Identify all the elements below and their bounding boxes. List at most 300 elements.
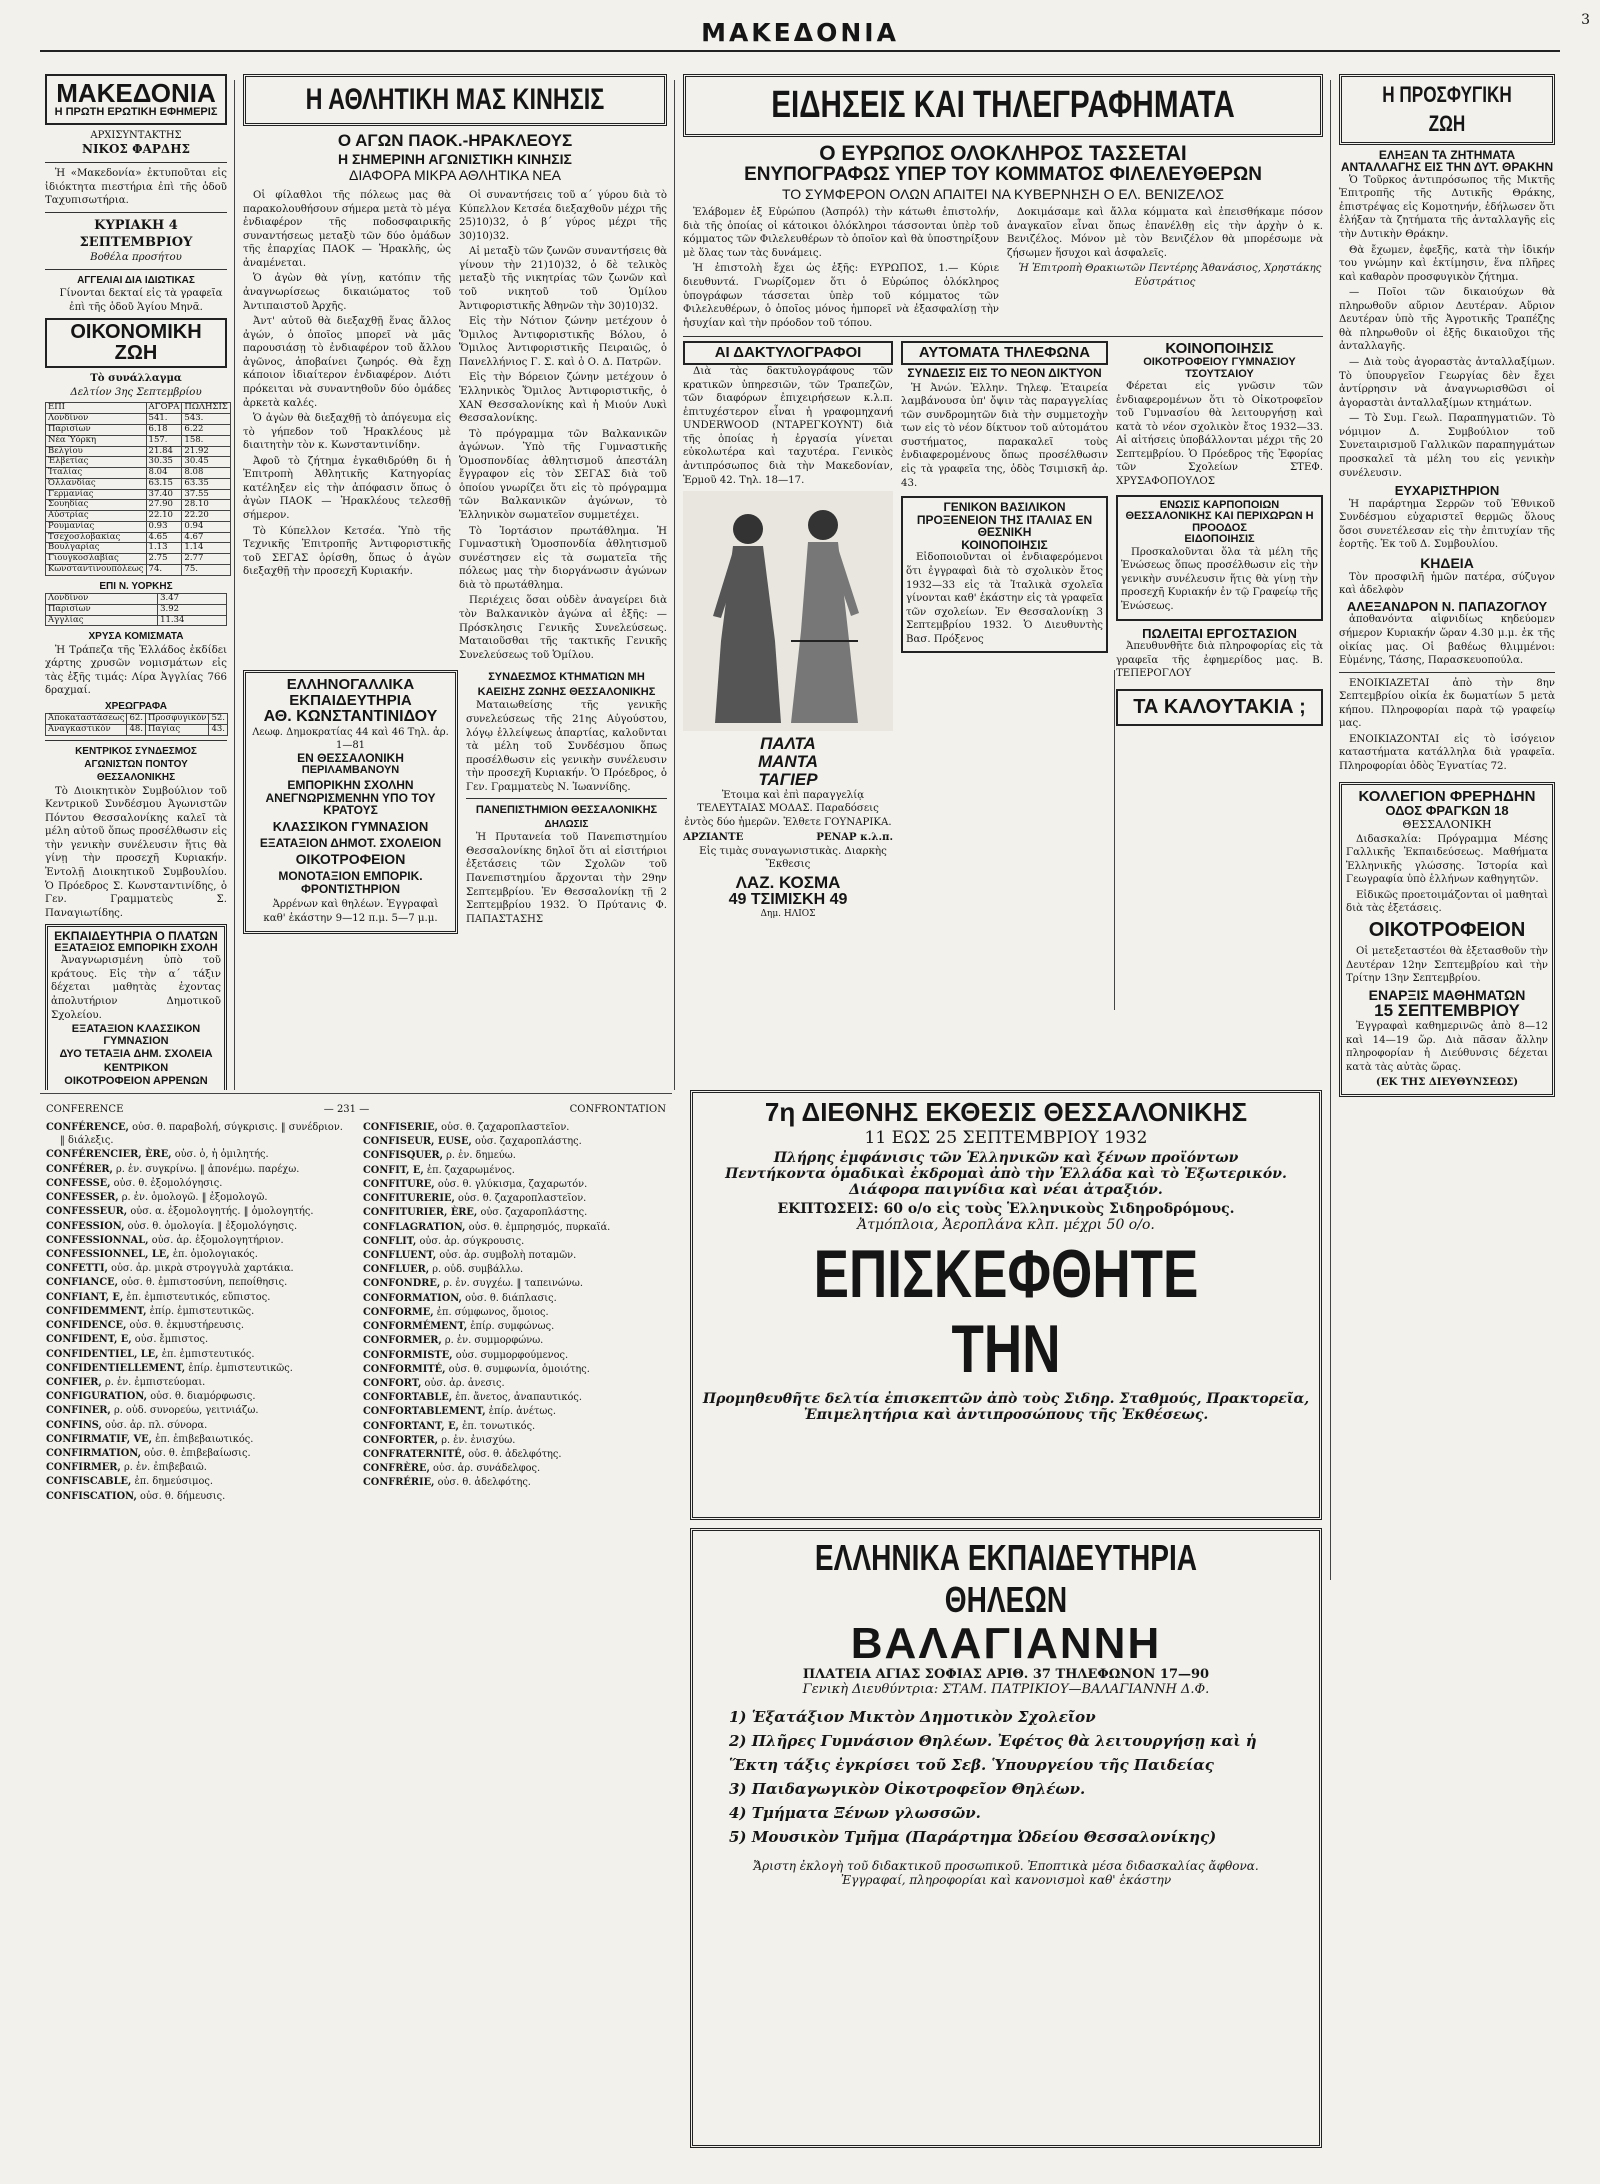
table-cell: Βουλγαρίας	[46, 543, 147, 554]
dictionary-headword: CONFIDENCE,	[46, 1320, 127, 1332]
dictionary-definition: οὐσ. θ. ζαχαροπλαστεῖον.	[441, 1122, 570, 1133]
girls-school-footer: Ἐγγραφαί, πληροφορίαι καὶ κανονισμοὶ καθ' ἑκάστην	[840, 1873, 1172, 1888]
table-cell: 37.55	[182, 489, 230, 500]
expo-title: 7η ΔΙΕΘΝΗΣ ΕΚΘΕΣΙΣ ΘΕΣΣΑΛΟΝΙΚΗΣ	[764, 1097, 1248, 1127]
dictionary-definition: ρ. ἐν. συμμορφώνω.	[444, 1335, 544, 1347]
dictionary-headword: CONFLUENT,	[363, 1249, 437, 1261]
dictionary-headword: CONFORMATION,	[363, 1292, 462, 1304]
refugee-title: Η ΠΡΟΣΦΥΓΙΚΗ ΖΩΗ	[1382, 82, 1512, 137]
dictionary-headword: CONFISERIE,	[363, 1122, 438, 1133]
ad-line: ΟΙΚΟΤΡΟΦΕΙΟΝ	[295, 851, 406, 868]
dictionary-definition: οὐσ. ἀρ. συνάδελφος.	[433, 1463, 541, 1475]
sports-title-box	[243, 74, 667, 126]
table-cell: 8.08	[182, 468, 230, 479]
table-cell: Ἰταλίας	[46, 468, 147, 479]
dictionary-definition: οὐσ. ἀρ. ἐξομολογητήριον.	[151, 1234, 284, 1246]
dictionary-definition: ρ. οὐδ. συνορεύω, γειτνιάζω.	[113, 1405, 259, 1417]
dictionary-headword: CONFORMÉMENT,	[363, 1321, 468, 1333]
typists-title: ΑΙ ΔΑΚΤΥΛΟΓΡΑΦΟΙ	[714, 344, 862, 362]
refugee-paragraph: — Ποῖοι τῶν δικαιούχων θὰ πληρωθοῦν αὔριον Δευτέραν. Αὔριον Δευτέραν ὑπὸ τῆς Ἀγροτικῆς Τραπέζης θὰ πληρωθοῦν οἱ ἑξῆς δικαιοῦχοι τῆς ἀνταλλαγῆς.	[1339, 287, 1555, 353]
table-cell: Κωνσταντινουπόλεως	[46, 564, 147, 575]
refugee-title-box	[1339, 74, 1555, 145]
dictionary-entry	[46, 1461, 349, 1474]
table-cell: Ἑλβετίας	[46, 457, 147, 468]
dictionary-headword: CONFESSION,	[46, 1220, 125, 1232]
dictionary-entry	[46, 1121, 349, 1147]
phones-text: Ἡ Ἀνών. Ἑλλην. Τηλεφ. Ἑταιρεία λαμβάνουσα ὑπ' ὄψιν τὰς παραγγελίας τῶν συνδρομητῶν διὰ τὴν συμμετοχὴν των εἰς τὸ νέον δίκτυον τοῦ αὐτομάτου συστήματος, παρακαλεῖ τοὺς ἐνδιαφερομένους ὅπως προσέλθωσιν εἰς τὰ γραφεῖα της, ὁδὸς Τσιμισκῆ ἀρ. 43.	[901, 382, 1108, 489]
dictionary-entry	[363, 1121, 666, 1134]
expo-dates: 11 ΕΩΣ 25 ΣΕΠΤΕΜΒΡΙΟΥ 1932	[864, 1128, 1148, 1149]
dictionary-headword: CONFISEUR, EUSE,	[363, 1136, 472, 1148]
university-title: ΠΑΝΕΠΙΣΤΗΜΙΟΝ ΘΕΣΣΑΛΟΝΙΚΗΣ	[475, 804, 658, 817]
dictionary-entry	[46, 1148, 349, 1161]
dictionary-entry	[363, 1462, 666, 1475]
dictionary-entry	[363, 1405, 666, 1418]
dictionary-definition: οὐσ. θ. ζαχαροπλαστεῖον.	[458, 1193, 587, 1205]
table-cell: 74.	[146, 564, 182, 575]
dictionary-entry	[363, 1377, 666, 1390]
news-headline-2: ΕΝΥΠΟΓΡΑΦΩΣ ΥΠΕΡ ΤΟΥ ΚΟΜΜΑΤΟΣ ΦΙΛΕΛΕΥΘΕΡΩΝ	[744, 163, 1262, 185]
dictionary-definition: ἐπ. ζαχαρωμένος.	[426, 1164, 515, 1176]
page-number: 3	[1581, 12, 1590, 28]
dictionary-definition: οὐσ. ἔμπιστος.	[134, 1334, 209, 1346]
dictionary-headword: CONFORTABLEMENT,	[363, 1406, 486, 1418]
refugee-paragraph: — Τὸ Συμ. Γεωλ. Παραπηγματιῶν. Τὸ νόμιμον Δ. Συμβούλιον τοῦ Συνεταιρισμοῦ Γαλλικῶν παραπηγμάτων προσκαλεῖ τὰ μέλη του εἰς γενικὴν συνέλευσιν.	[1339, 413, 1555, 479]
girls-school-footer: Ἄριστη ἐκλογὴ τοῦ διδακτικοῦ προσωπικοῦ. Ἐποπτικὰ μέσα διδασκαλίας ἄφθονα.	[753, 1859, 1259, 1874]
dictionary-definition: οὐσ. θ. ἐμπιστοσύνη, πεποίθησις.	[121, 1277, 288, 1289]
notice-sub: ΟΙΚΟΤΡΟΦΕΙΟΥ ΓΥΜΝΑΣΙΟΥ ΤΣΟΥΤΣΑΙΟΥ	[1143, 356, 1296, 380]
dictionary-headword: CONFISQUER,	[363, 1150, 443, 1162]
funeral-text: Τὸν προσφιλῆ ἡμῶν πατέρα, σύζυγον καὶ ἀδελφὸν	[1339, 571, 1555, 597]
refugee-headline: ΕΛΗΞΑΝ ΤΑ ΖΗΤΗΜΑΤΑ ΑΝΤΑΛΛΑΓΗΣ ΕΙΣ ΤΗΝ ΔΥΤ. ΘΡΑΚΗΝ	[1340, 147, 1554, 175]
college-title: ΚΟΛΛΕΓΙΟΝ ΦΡΕΡΗΔΗΝ	[1358, 787, 1536, 805]
dictionary-entry	[46, 1191, 349, 1204]
girls-school-ad	[690, 1528, 1322, 2148]
dictionary-entry	[363, 1221, 666, 1234]
table-cell: Βελγίου	[46, 446, 147, 457]
dictionary-entry	[363, 1149, 666, 1162]
school-line: ΚΕΝΤΡΙΚΟΝ	[103, 1061, 169, 1074]
table-row	[46, 604, 227, 615]
dictionary-headword: CONFIDENTIEL, LE,	[46, 1348, 159, 1360]
dictionary-entry	[46, 1433, 349, 1446]
dictionary-entry	[46, 1390, 349, 1403]
column-refugees	[1334, 70, 1560, 1570]
dictionary-entry	[363, 1306, 666, 1319]
dictionary-entry	[46, 1333, 349, 1346]
school-sub: ΕΞΑΤΑΞΙΟΣ ΕΜΠΟΡΙΚΗ ΣΧΟΛΗ	[54, 941, 218, 954]
dictionary-headword: CONFRATERNITÉ,	[363, 1449, 466, 1461]
dictionary-entry	[46, 1276, 349, 1289]
college-start: ΕΝΑΡΞΙΣ ΜΑΘΗΜΑΤΩΝ	[1368, 986, 1526, 1003]
dictionary-definition: οὐσ. θ. ἐμπρησμός, πυρκαϊά.	[468, 1221, 611, 1233]
dictionary-definition: ρ. ἐν. ὁμολογῶ. ‖ ἐξομολογῶ.	[121, 1192, 268, 1204]
dictionary-definition: ἐπίρ. συμφώνως.	[470, 1321, 555, 1333]
table-cell: Ἀγγλίας	[46, 615, 158, 626]
table-row	[46, 414, 231, 425]
kaloutakia-text: ΤΑ ΚΑΛΟΥΤΑΚΙΑ ;	[1133, 695, 1306, 718]
dictionary-definition: οὐσ. θ. ὁμολογία. ‖ ἐξομολόγησις.	[127, 1220, 298, 1232]
table-cell: 62.	[127, 714, 146, 725]
table-row	[46, 564, 231, 575]
dictionary-entry	[363, 1235, 666, 1248]
ad-address: Λεωφ. Δημοκρατίας 44 καὶ 46 Τηλ. ἀρ. 1—81	[252, 726, 449, 751]
table-cell: 11.34	[158, 615, 227, 626]
table-cell: 1.13	[146, 543, 182, 554]
dictionary-entry	[363, 1420, 666, 1433]
table-cell: Ρουμανίας	[46, 521, 147, 532]
dictionary-headword: CONFIDEMMENT,	[46, 1305, 147, 1317]
column-divider	[674, 80, 675, 1090]
economy-title: ΟΙΚΟΝΟΜΙΚΗ ΖΩΗ	[70, 321, 202, 365]
expo-line: Διάφορα παιγνίδια καὶ νέαι ἀτραξιόν.	[849, 1182, 1163, 1199]
header-rule	[40, 50, 1560, 52]
sports-paragraph: Ἀντ' αὐτοῦ θὰ διεξαχθῇ ἕνας ἄλλος ἀγών, ὁ ὁποῖος μπορεῖ νὰ μᾶς παρουσιάσῃ τὸ ἐνδιαφέρον τοῦ ἄλλου ἀγῶνος, ἀποβαίνει ζωηρός. Θὰ ἔχῃ κάποιον ἰδιαίτερον ἐνδιαφέρον. Διότι πρόκειται νὰ συναντηθοῦν δύο ὁμάδες ἀρκετὰ καλές.	[243, 316, 451, 409]
dictionary-headword: CONFÉRER,	[46, 1163, 113, 1175]
table-cell: 28.10	[182, 500, 230, 511]
school-line: ΟΙΚΟΤΡΟΦΕΙΟΝ ΑΡΡΕΝΩΝ	[64, 1075, 208, 1088]
list-item: 5) Μουσικὸν Τμῆμα (Παράρτημα Ὠδείου Θεσσαλονίκης)	[729, 1828, 1217, 1847]
dictionary-entry	[363, 1135, 666, 1148]
table-row	[46, 615, 227, 626]
dictionary-definition: οὐσ. ἀρ. πλ. σύνορα.	[105, 1419, 208, 1431]
sports-paragraph: Εἰς τὴν Νότιον ζώνην μετέχουν ὁ Ὅμιλος Ἀντιφοριστικῆς Βόλου, ὁ Ὅμιλος Ἀντιφοριστικῆς Πειραιῶς, ὁ Πανελλήνιος Γ. Σ. καὶ ὁ Ο. Δ. Πατρῶν.	[459, 316, 667, 368]
dictionary-headword: CONFONDRE,	[363, 1278, 441, 1290]
table-cell: Παρισίων	[46, 424, 147, 435]
table-cell: Ὀλλανδίας	[46, 478, 147, 489]
notice-title: ΚΟΙΝΟΠΟΙΗΣΙΣ	[1165, 340, 1274, 358]
table-cell: 2.75	[146, 554, 182, 565]
dictionary-definition: ἐπ. ὁμολογιακός.	[172, 1248, 258, 1260]
consulate-sub: ΚΟΙΝΟΠΟΙΗΣΙΣ	[961, 537, 1048, 552]
dictionary-headword: CONFIANT, E,	[46, 1291, 124, 1303]
ad-line: ΜΟΝΟΤΑΞΙΟΝ ΕΜΠΟΡΙΚ. ΦΡΟΝΤΙΣΤΗΡΙΟΝ	[278, 868, 423, 896]
expo-visit: ΕΠΙΣΚΕΦΘΗΤΕ ΤΗΝ	[813, 1236, 1199, 1388]
dictionary-headword: CONFIRMATION,	[46, 1448, 142, 1460]
table-cell: Λονδίνον	[46, 414, 147, 425]
dictionary-entry	[363, 1178, 666, 1191]
dictionary-headword: CONFIER,	[46, 1376, 102, 1388]
table-cell: Γερμανίας	[46, 489, 147, 500]
refugee-paragraph: Θὰ ἔχωμεν, ἐφεξῆς, κατὰ τὴν ἰδικήν του γνώμην καὶ ἐκτίμησιν, ἕνα πλῆρες καὶ καθαρὸν προσφυγικὸν ζήτημα.	[1339, 244, 1555, 283]
fashion-line: ΤΑΓΙΕΡ	[758, 769, 818, 789]
sports-paragraph: Αἱ μεταξὺ τῶν ζωνῶν συναντήσεις θὰ γίνουν τὴν 21)10)32, ὁ δὲ τελικὸς μεταξὺ τῆς νικητρίας τῶν ζωνῶν καὶ τοῦ νικητοῦ τοῦ Ὁμίλου Ἀντιφοριστικῆς Ἀθηνῶν τὴν 30)10)32.	[459, 246, 667, 312]
sports-paragraph: Οἱ συναντήσεις τοῦ α΄ γύρου διὰ τὸ Κύπελλον Κετσέα διεξαχθοῦν μέχρι τῆς 25)10)32, ὁ β΄ γύρος μέχρι τῆς 30)10)32.	[459, 190, 667, 242]
dictionary-left-head: CONFERENCE	[46, 1104, 124, 1115]
table-cell: Ἀποκαταστάσεως	[46, 714, 127, 725]
dictionary-headword: CONFISCABLE,	[46, 1476, 132, 1488]
expo-ad	[690, 1090, 1322, 1520]
thanks-title: ΕΥΧΑΡΙΣΤΗΡΙΟΝ	[1394, 483, 1500, 499]
list-item: 1) Ἑξατάξιον Μικτὸν Δημοτικὸν Σχολεῖον	[729, 1708, 1096, 1727]
fashion-brand: ΡΕΝΑΡ κ.λ.π.	[816, 831, 893, 844]
dictionary-headword: CONFORMISTE,	[363, 1349, 453, 1361]
phones-title: ΑΥΤΟΜΑΤΑ ΤΗΛΕΦΩΝΑ	[918, 344, 1091, 362]
table-cell: 541.	[146, 414, 182, 425]
dictionary-entry	[363, 1434, 666, 1447]
masthead-title: ΜΑΚΕΔΟΝΙΑ	[56, 78, 216, 108]
dictionary-entry	[363, 1448, 666, 1461]
dictionary-entry	[363, 1277, 666, 1290]
table-cell: Παρισίων	[46, 604, 158, 615]
fashion-address: 49 ΤΣΙΜΙΣΚΗ 49	[728, 890, 848, 908]
sports-paragraph: Ὁ ἀγὼν θὰ διεξαχθῇ τὸ ἀπόγευμα εἰς τὸ γήπεδον τοῦ Ἡρακλέους μὲ διαιτητὴν τὸν κ. Κωνσταντινίδην.	[243, 413, 451, 452]
dictionary-definition: οὐσ. ὁ, ἡ ὁμιλητής.	[174, 1149, 269, 1161]
table-row	[46, 714, 228, 725]
dictionary-headword: CONFORTER,	[363, 1434, 439, 1446]
table-cell: 6.18	[146, 424, 182, 435]
sports-headline: Ο ΑΓΩΝ ΠΑΟΚ.-ΗΡΑΚΛΕΟΥΣ	[337, 130, 573, 150]
dictionary-entry	[46, 1376, 349, 1389]
table-cell: Αὐστρίας	[46, 511, 147, 522]
funeral-title: ΚΗΔΕΙΑ	[1420, 554, 1474, 571]
table-cell: 22.10	[146, 511, 182, 522]
table-cell: 27.90	[146, 500, 182, 511]
fashion-line: ΠΑΛΤΑ	[760, 734, 816, 754]
dictionary-definition: οὐσ. θ. συμφωνία, ὁμοιότης.	[448, 1363, 590, 1375]
girls-school-title: ΕΛΛΗΝΙΚΑ ΕΚΠΑΙΔΕΥΤΗΡΙΑ ΘΗΛΕΩΝ	[814, 1537, 1198, 1620]
dictionary-definition: οὐσ. ἀρ. μικρὰ στρογγυλὰ χαρτάκια.	[111, 1263, 294, 1275]
sports-paragraph: Τὸ Κύπελλον Κετσέα. Ὑπὸ τῆς Τεχνικῆς Ἐπιτροπῆς Ἀντιφοριστικῆς τοῦ ΣΕΓΑΣ ὁρίσθη, ὅπως ὁ ἀγὼν διεξαχθῇ τὴν προσεχῆ Κυριακήν.	[243, 525, 451, 578]
dictionary-entry	[46, 1248, 349, 1261]
dictionary-definition: οὐσ. θ. δήμευσις.	[140, 1490, 226, 1502]
college-text: Εἰδικῶς προετοιμάζονται οἱ μαθηταὶ διὰ τὰς ἐξετάσεις.	[1346, 889, 1548, 915]
exchange-table	[45, 402, 231, 575]
table-cell: 3.47	[158, 594, 227, 605]
dictionary-entry	[363, 1391, 666, 1404]
sports-subheadline: Η ΣΗΜΕΡΙΝΗ ΑΓΩΝΙΣΤΙΚΗ ΚΙΝΗΣΙΣ	[338, 150, 572, 167]
dictionary-headword: CONFORME,	[363, 1306, 434, 1318]
girls-school-director: Γενικὴ Διευθύντρια: ΣΤΑΜ. ΠΑΤΡΙΚΙΟΥ—ΒΑΛΑΓΙΑΝΝΗ Δ.Φ.	[802, 1682, 1210, 1698]
union-title: ΚΕΝΤΡΙΚΟΣ ΣΥΝΔΕΣΜΟΣ ΑΓΩΝΙΣΤΩΝ ΠΟΝΤΟΥ ΘΕΣΣΑΛΟΝΙΚΗΣ	[75, 745, 197, 784]
table-row	[46, 457, 231, 468]
dictionary-entry	[46, 1205, 349, 1218]
dictionary-definition: ρ. ἐν. συγχέω. ‖ ταπεινώνω.	[443, 1278, 583, 1290]
table-cell: 543.	[182, 414, 230, 425]
table-cell: Παγίας	[146, 724, 209, 735]
table-cell: 8.04	[146, 468, 182, 479]
dictionary-entry	[46, 1475, 349, 1488]
section-rule	[40, 1093, 672, 1094]
expo-line: ΕΚΠΤΩΣΕΙΣ: 60 ο/ο εἰς τοὺς Ἑλληνικοὺς Σιδηροδρόμους.	[777, 1201, 1235, 1218]
dictionary-headword: CONFESSIONNEL, LE,	[46, 1248, 170, 1260]
dictionary-page: — 231 —	[323, 1104, 370, 1115]
dictionary-headword: CONFIDENTIELLEMENT,	[46, 1362, 186, 1374]
dictionary-entry	[363, 1263, 666, 1276]
table-cell: 157.	[146, 435, 182, 446]
table-row	[46, 500, 231, 511]
kaloutakia-box	[1116, 689, 1323, 726]
economy-box	[45, 318, 227, 368]
dictionary-column-right	[363, 1121, 666, 1504]
konstantinidou-school-ad	[243, 670, 458, 934]
dictionary-entry	[363, 1249, 666, 1262]
refugee-paragraph: Ὁ Τοῦρκος ἀντιπρόσωπος τῆς Μικτῆς Ἐπιτροπῆς τῆς Δυτικῆς Θράκης, ἐπιστρέψας εἰς Κομοτηνήν, ἐδήλωσεν ὅτι ἐλήξαν τὰ ζητήματα τῆς ἀνταλλαγῆς εἰς τὴν Δυτικὴν Θράκην.	[1339, 174, 1555, 240]
dictionary-headword: CONFÉRENCE,	[46, 1122, 129, 1133]
dictionary-headword: CONFETTI,	[46, 1263, 108, 1275]
bonds-title: ΧΡΕΩΓΡΑΦΑ	[104, 700, 168, 712]
column-divider	[234, 80, 235, 1090]
table-row	[46, 511, 231, 522]
column-finance	[40, 70, 232, 1090]
fashion-illustration	[683, 491, 893, 731]
dictionary-entry	[363, 1334, 666, 1347]
rent-ad: ΕΝΟΙΚΙΑΖΕΤΑΙ ἀπὸ τὴν 8ην Σεπτεμβρίου οἰκία ἐκ δωματίων 5 μετὰ κήπου. Πληροφορίαι παρὰ τῷ γραφείῳ μας.	[1339, 677, 1555, 730]
dictionary-entry	[363, 1292, 666, 1305]
college-text: Διδασκαλία: Πρόγραμμα Μέσης Γαλλικῆς Ἐκπαιδεύσεως. Μαθήματα Ἑλληνικῆς γλώσσης. Ἱστορία καὶ Γεωγραφία ὑπὸ ἑλλήνων καθηγητῶν.	[1346, 833, 1548, 886]
college-city: ΘΕΣΣΑΛΟΝΙΚΗ	[1402, 817, 1492, 831]
bonds-table	[45, 713, 228, 736]
dictionary-definition: ρ. ἐν. ἐπιβεβαιῶ.	[123, 1462, 207, 1474]
fruit-title: ΕΝΩΣΙΣ ΚΑΡΠΟΠΟΙΩΝ ΘΕΣΣΑΛΟΝΙΚΗΣ ΚΑΙ ΠΕΡΙΧΩΡΩΝ Η ΠΡΟΟΔΟΣ	[1125, 498, 1314, 534]
dictionary-entry	[46, 1419, 349, 1432]
table-row	[46, 478, 231, 489]
dictionary-definition: οὐσ. α. ἐξομολογητής. ‖ ὁμολογητής.	[130, 1206, 314, 1218]
dictionary-entry	[363, 1206, 666, 1219]
news-signature: Ἡ Ἐπιτροπὴ Θρακιωτῶν Πεντέρης Ἀθανάσιος, Χρηστάκης Εὐστράτιος	[1018, 263, 1322, 289]
fashion-brand: ΑΡΖΙΑΝΤΕ	[683, 831, 744, 844]
dictionary-definition: ἐπ. ἐμπιστευτικός, εὔπιστος.	[126, 1291, 271, 1303]
girls-school-list	[699, 1705, 1313, 1849]
dictionary-entry	[363, 1192, 666, 1205]
dictionary-entry	[46, 1404, 349, 1417]
exchange-date: Δελτίον 3ης Σεπτεμβρίου	[70, 386, 202, 398]
dictionary-headword: CONFESSEUR,	[46, 1206, 128, 1218]
dictionary-definition: ρ. ἐν. ἐμπιστεύομαι.	[104, 1376, 206, 1388]
ads-title: ΑΓΓΕΛΙΑΙ ΔΙΑ ΙΔΙΩΤΙΚΑΣ	[77, 274, 195, 286]
school-line: ΔΥΟ ΤΕΤΑΞΙΑ ΔΗΜ. ΣΧΟΛΕΙΑ	[59, 1048, 213, 1061]
dictionary-column-left	[46, 1121, 349, 1504]
dictionary-definition: οὐσ. θ. παραβολή, σύγκρισις. ‖ συνέδριον. ‖ διάλεξις.	[60, 1122, 343, 1147]
factory-title: ΠΩΛΕΙΤΑΙ ΕΡΓΟΣΤΑΣΙΟΝ	[1142, 625, 1297, 641]
dictionary-headword: CONFITURE,	[363, 1178, 435, 1190]
typists-text: Διὰ τὰς δακτυλογράφους τῶν κρατικῶν ὑπηρεσιῶν, τῶν Τραπεζῶν, τῶν διαφόρων ἐπιχειρήσεων κ.λ.π. ἐπιτυχέστερον εἶναι ἡ γραφομηχανή UNDERWOOD (ΝΤΑΡΕΓΚΟΥΝΤ) διὰ τῆς ὁποίας ἡ ἐργασία γίνεται εὐκολωτέρα καὶ ταχυτέρα. Γενικὸς ἀντιπρόσωπος διὰ τὴν Μακεδονίαν, Ἑρμοῦ 42. Τηλ. 18—17.	[683, 366, 893, 486]
consulate-title: ΓΕΝΙΚΟΝ ΒΑΣΙΛΙΚΟΝ ΠΡΟΞΕΝΕΙΟΝ ΤΗΣ ΙΤΑΛΙΑΣ ΕΝ ΘΕΣΝΙΚΗ	[916, 500, 1093, 540]
dictionary-headword: CONFORTANT, E,	[363, 1420, 459, 1432]
fruit-growers-notice	[1116, 495, 1323, 621]
dictionary-entry	[363, 1320, 666, 1333]
fashion-figures-icon	[683, 491, 893, 731]
fashion-shop: ΛΑΖ. ΚΟΣΜΑ	[735, 872, 841, 892]
college-text: Ἐγγραφαὶ καθημερινῶς ἀπὸ 8—12 καὶ 14—19 ὥρ. Διὰ πᾶσαν ἄλλην πληροφορίαν ἡ Διεύθυνσις δέχεται κατὰ τὰς αὐτὰς ὥρας.	[1346, 1021, 1548, 1073]
table-cell: Ἀναγκαστικὸν	[46, 724, 127, 735]
thanks-text: Ἡ παράρτημα Σερρῶν τοῦ Ἐθνικοῦ Συνδέσμου εὐχαριστεῖ θερμῶς ὅλους ὅσοι συνετέλεσαν εἰς τὴν ἐπιτυχίαν τῆς ἑορτῆς. Ἐκ τοῦ Δ. Συμβουλίου.	[1339, 498, 1555, 551]
dictionary-headword: CONFINER,	[46, 1405, 111, 1417]
dictionary-headword: CONFESSIONNAL,	[46, 1234, 149, 1246]
university-text: Ἡ Πρυτανεία τοῦ Πανεπιστημίου Θεσσαλονίκης δηλοῖ ὅτι αἱ εἰσιτήριοι ἐξετάσεις τῶν Σχολῶν τοῦ Πανεπιστημίου ἄρχονται τὴν 29ην Σεπτεμβρίου. Ἐν Θεσσαλονίκῃ τῇ 2 Σεπτεμβρίου 1932. Ὁ Πρύτανις Φ. ΠΑΠΑΣΤΑΣΗΣ	[466, 832, 667, 925]
factory-text: Ἀπευθυνθῆτε διὰ πληροφορίας εἰς τὰ γραφεῖα τῆς ἐφημερίδος μας. Β. ΤΕΠΕΡΟΓΛΟΥ	[1116, 641, 1323, 680]
fashion-text-2: Εἰς τιμὰς συναγωνιστικὰς. Διαρκὴς Ἔκθεσις	[699, 845, 887, 871]
dictionary-headword: CONFLIT,	[363, 1235, 417, 1247]
ad-title: ΕΛΛΗΝΟΓΑΛΛΙΚΑ	[286, 676, 415, 694]
ad-sub: ΠΕΡΙΛΑΜΒΑΝΟΥΝ	[301, 763, 400, 776]
union-text: Τὸ Διοικητικὸν Συμβούλιον τοῦ Κεντρικοῦ Συνδέσμου Ἀγωνιστῶν Πόντου Θεσσαλονίκης καλεῖ τὰ μέλη αὐτοῦ ὅπως προσέλθωσιν εἰς τὴν γενικὴν συνέλευσιν ἥτις θὰ γίνῃ τὴν προσεχῆ Κυριακήν. Ἐντολῇ Διοικητικοῦ Συμβουλίου. Ὁ Πρόεδρος Σ. Κωνσταντινίδης, ὁ Γεν. Γραμματεὺς Σ. Παναγιωτίδης.	[45, 785, 227, 919]
phones-title-box	[901, 341, 1108, 365]
dictionary-entry	[46, 1447, 349, 1460]
table-row	[46, 424, 231, 435]
fashion-footer: Δημ. ΗΛΙΟΣ	[760, 908, 816, 919]
consulate-text: Εἰδοποιοῦνται οἱ ἐνδιαφερόμενοι ὅτι ἐγγραφαὶ διὰ τὸ σχολικὸν ἔτος 1932—33 εἰς τὰ Ἰταλικὰ σχολεῖα γίνονται καθ' ἑκάστην εἰς τὰ γραφεῖα τῶν σχολείων. Ἐν Θεσσαλονίκῃ 3 Σεπτεμβρίου 1932. Ὁ Διευθυντὴς Βασ. Πρόξενος	[906, 552, 1103, 645]
dictionary-headword: CONFINS,	[46, 1419, 102, 1431]
dictionary-definition: ρ. ἐν. συγκρίνω. ‖ ἀπονέμω. παρέχω.	[116, 1163, 300, 1175]
rent-ad: ΕΝΟΙΚΙΑΖΟΝΤΑΙ εἰς τὸ ἰσόγειον καταστήματα κατάλληλα διὰ γραφεῖα. Πληροφορίαι ὁδὸς Ἐγνατίας 72.	[1339, 733, 1555, 773]
table-cell: 37.40	[146, 489, 182, 500]
ad-city: ΕΝ ΘΕΣΣΑΛΟΝΙΚΗ	[297, 751, 404, 766]
print-info: Ἡ «Μακεδονία» ἐκτυποῦται εἰς ἰδιόκτητα πιεστήρια ἐπὶ τῆς ὁδοῦ Ταχυπισωτήρια.	[45, 168, 227, 207]
sports-paragraph: Τὸ Ἰορτάσιον πρωτάθλημα. Ἡ Γυμναστικὴ Ὁμοσπονδία ἀθλητισμοῦ συνέστησεν εἰς τὰ σωματεῖα τῆς πόλεως μας τὴν διοργάνωσιν ἀγώνων διὰ τὸ πρωτάθλημα.	[459, 525, 667, 591]
school-text: Ἀναγνωρισμένη ὑπὸ τοῦ κράτους. Εἰς τὴν α΄ τάξιν δέχεται μαθητὰς ἐχοντας ἀπολυτήριον Δημοτικοῦ Σχολείου.	[51, 955, 221, 1021]
weather-line: Βοθέλα προσήτου	[90, 252, 182, 264]
dictionary-headword: CONFISCATION,	[46, 1490, 137, 1502]
dictionary-definition: ἐπ. σύμφωνος, ὅμοιος.	[436, 1306, 549, 1318]
masthead-box	[45, 74, 227, 125]
dictionary-headword: CONFORT,	[363, 1377, 422, 1389]
dictionary-definition: οὐσ. θ. διαμόρφωσις.	[150, 1391, 256, 1403]
dictionary-entry	[46, 1319, 349, 1332]
table-cell: Γιουγκοσλαβίας	[46, 554, 147, 565]
table-header: ΑΓΟΡΑ	[146, 403, 182, 414]
dictionary-definition: ρ. ἐν. ἐνισχύω.	[441, 1434, 516, 1446]
masthead-subtitle: Η ΠΡΩΤΗ ΕΡΩΤΙΚΗ ΕΦΗΜΕΡΙΣ	[54, 106, 218, 119]
typists-title-box	[683, 341, 893, 365]
table-cell: 30.35	[146, 457, 182, 468]
table-row	[46, 521, 231, 532]
fruit-text: Προσκαλοῦνται ὅλα τὰ μέλη τῆς Ἑνώσεως ὅπως προσέλθωσιν εἰς τὴν γενικὴν συνέλευσιν ἥτις θὰ γίνῃ τὴν προσεχῆ Κυριακήν ἐν τῷ Γραφείῳ τῆς Ἑνώσεως.	[1121, 546, 1318, 613]
dictionary-headword: CONFLUER,	[363, 1264, 430, 1276]
dictionary-headword: CONFLAGRATION,	[363, 1221, 466, 1233]
dictionary-definition: οὐσ. ζαχαροπλάστης.	[480, 1207, 588, 1219]
dictionary-entry	[46, 1305, 349, 1318]
dictionary-definition: οὐσ. ἀρ. ἀνεσις.	[424, 1377, 505, 1389]
girls-school-address: ΠΛΑΤΕΙΑ ΑΓΙΑΣ ΣΟΦΙΑΣ ΑΡΙΘ. 37 ΤΗΛΕΦΩΝΟΝ 17—90	[802, 1667, 1210, 1683]
list-item: 2) Πλῆρες Γυμνάσιον Θηλέων. Ἐφέτος θὰ λειτουργήσῃ καὶ ἡ Ἕκτη τάξις ἐγκρίσει τοῦ Σεβ. Ὑπουργείου τῆς Παιδείας	[729, 1732, 1257, 1775]
refugee-paragraph: — Διὰ τοὺς ἀγοραστὰς ἀνταλλαξίμων. Τὸ ὑπουργεῖον Γεωργίας δὲν ἔχει ἀντίρρησιν νὰ ἀναγνωρισθῶσι οἱ ἀγοραστὰι ἀνταλλαξίμων κτημάτων.	[1339, 357, 1555, 409]
dictionary-definition: οὐσ. θ. ἀδελφότης.	[437, 1477, 531, 1489]
notice-title: ΣΥΝΔΕΣΜΟΣ ΚΤΗΜΑΤΙΩΝ ΜΗ ΚΑΕΙΣΗΣ ΖΩΝΗΣ ΘΕΣΣΑΛΟΝΙΚΗΣ	[477, 671, 656, 698]
notice-text: Ματαιωθείσης τῆς γενικῆς συνελεύσεως τῆς 21ης Αὐγούστου, λόγῳ ἐλλείψεως ἀπαρτίας, καλοῦνται τὰ μέλη τοῦ Συνδέσμου ὅπως προσέλθωσιν εἰς γενικὴν συνέλευσιν τὴν προσεχῆ Κυριακήν. Ὁ Πρόεδρος, ὁ Γεν. Γραμματεὺς Ν. Ἰωαννίδης.	[466, 700, 667, 793]
college-footer: (ΕΚ ΤΗΣ ΔΙΕΥΘΥΝΣΕΩΣ)	[1375, 1076, 1519, 1089]
dictionary-entry	[46, 1362, 349, 1375]
dictionary-headword: CONFORMITÉ,	[363, 1363, 446, 1375]
table-row	[46, 724, 228, 735]
table-cell: 2.77	[182, 554, 230, 565]
table-cell: 52.	[209, 714, 228, 725]
dictionary-definition: οὐσ. θ. διάπλασις.	[465, 1292, 557, 1304]
news-title: ΕΙΔΗΣΕΙΣ ΚΑΙ ΤΗΛΕΓΡΑΦΗΜΑΤΑ	[771, 84, 1235, 126]
column-news	[678, 70, 1328, 1090]
dictionary-headword: CONFESSER,	[46, 1192, 119, 1204]
table-header: ΠΩΛΗΣΙΣ	[182, 403, 230, 414]
dictionary-definition: οὐσ. θ. ἐπιβεβαίωσις.	[144, 1448, 251, 1460]
news-paragraph: Δοκιμάσαμε καὶ ἄλλα κόμματα καὶ ἐπεισθήκαμε πόσον ἀναγκαῖον εἶναι ὅπως ἐπανέλθῃ εἰς τὴν ἀρχὴν ὁ κ. Βενιζέλος. Μόνον μὲ τὸν Βενιζέλον θὰ μπορέσωμε νὰ ζήσωμεν ἥσυχοι καὶ ἀσφαλεῖς.	[1007, 207, 1323, 259]
dictionary-definition: ἐπ. τονωτικός.	[462, 1420, 536, 1432]
table-cell: 75.	[182, 564, 230, 575]
table-row	[46, 594, 227, 605]
table-row	[46, 554, 231, 565]
table-header: ΕΠΙ	[46, 403, 147, 414]
dictionary-headword: CONFRÉRIE,	[363, 1477, 435, 1489]
dictionary-entry	[46, 1220, 349, 1233]
expo-line: Πεντήκοντα ὁμαδικαὶ ἐκδρομαὶ ἀπὸ τὴν Ἑλλάδα καὶ τὸ Ἐξωτερικόν.	[725, 1166, 1287, 1183]
table-cell: Σουηδίας	[46, 500, 147, 511]
dictionary-headword: CONFITURERIE,	[363, 1193, 455, 1205]
dictionary-entry	[46, 1177, 349, 1190]
table-cell: Λονδίνον	[46, 594, 158, 605]
phones-sub: ΣΥΝΔΕΣΙΣ ΕΙΣ ΤΟ ΝΕΟΝ ΔΙΚΤΥΟΝ	[907, 366, 1102, 381]
dictionary-headword: CONFIRMATIF, VE,	[46, 1433, 153, 1445]
dictionary-headword: CONFÉRENCIER, ÈRE,	[46, 1149, 172, 1161]
sports-paragraph: Ἀφοῦ τὸ ζήτημα ἐγκαθιδρύθη δι ἡ Ἐπιτροπὴ Ἀθλητικῆς Κατηγορίας κατέληξεν εἰς τὴν ἀπόφασιν ὅπως ὁ ἀγὼν ΠΑΟΚ — Ἡρακλέους τελεσθῇ σήμερον.	[243, 455, 451, 522]
